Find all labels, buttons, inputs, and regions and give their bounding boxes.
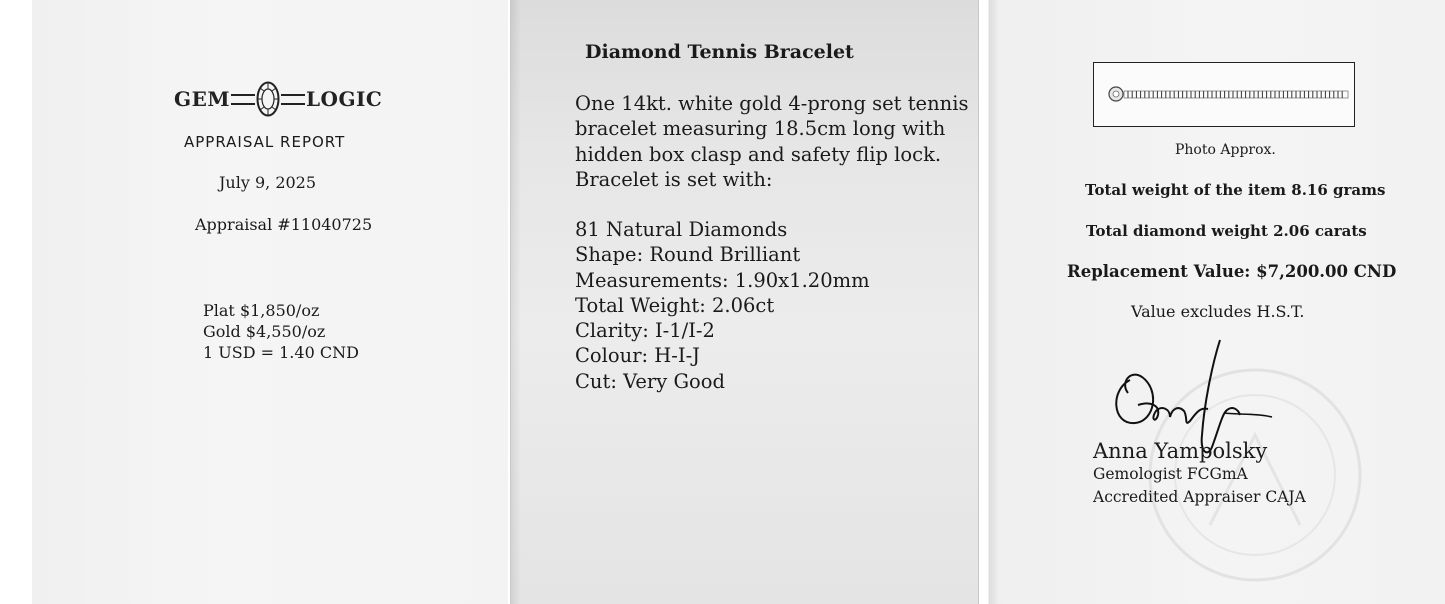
tax-note: Value excludes H.S.T. <box>1131 302 1305 321</box>
photo-caption: Photo Approx. <box>1175 142 1276 158</box>
item-title: Diamond Tennis Bracelet <box>585 41 854 63</box>
spec-total-weight: Total Weight: 2.06ct <box>575 293 775 317</box>
diamond-specs <box>575 217 970 394</box>
diamond-weight: Total diamond weight 2.06 carats <box>1086 222 1367 240</box>
report-date: July 9, 2025 <box>219 173 317 192</box>
replacement-value: Replacement Value: $7,200.00 CND <box>1067 262 1397 281</box>
bracelet-image-icon <box>1094 63 1354 126</box>
appraiser-accreditation: Accredited Appraiser CAJA <box>1093 488 1306 506</box>
appraiser-name: Anna Yampolsky <box>1093 439 1268 463</box>
item-weight: Total weight of the item 8.16 grams <box>1085 181 1386 199</box>
spec-clarity: Clarity: I-1/I-2 <box>575 319 715 343</box>
fold-shadow <box>989 0 999 604</box>
logo-bar <box>231 94 255 105</box>
appraiser-title: Gemologist FCGmA <box>1093 465 1248 483</box>
exchange-rate: 1 USD = 1.40 CND <box>203 343 359 362</box>
diamond-logo-icon <box>256 81 280 117</box>
logo-left-word: GEM <box>174 87 230 111</box>
spec-count: 81 Natural Diamonds <box>575 218 788 241</box>
platinum-rate: Plat $1,850/oz <box>203 301 320 320</box>
gold-rate: Gold $4,550/oz <box>203 322 326 341</box>
spec-measurements: Measurements: 1.90x1.20mm <box>575 268 870 292</box>
appraisal-number: Appraisal #11040725 <box>195 215 373 234</box>
fold-shadow <box>511 0 521 604</box>
spec-colour: Colour: H-I-J <box>575 344 700 368</box>
report-label: APPRAISAL REPORT <box>184 133 346 151</box>
company-logo <box>174 80 382 118</box>
spec-shape: Shape: Round Brilliant <box>575 243 801 267</box>
spec-cut: Cut: Very Good <box>575 369 725 393</box>
bracelet-photo <box>1093 62 1355 127</box>
logo-right-word: LOGIC <box>305 87 383 111</box>
item-description: One 14kt. white gold 4-prong set tennis bracelet measuring 18.5cm long with hidden box clasp and safety flip lock. Bracelet is set with: <box>575 92 969 191</box>
logo-bar <box>281 94 305 105</box>
metal-rates <box>203 300 359 363</box>
